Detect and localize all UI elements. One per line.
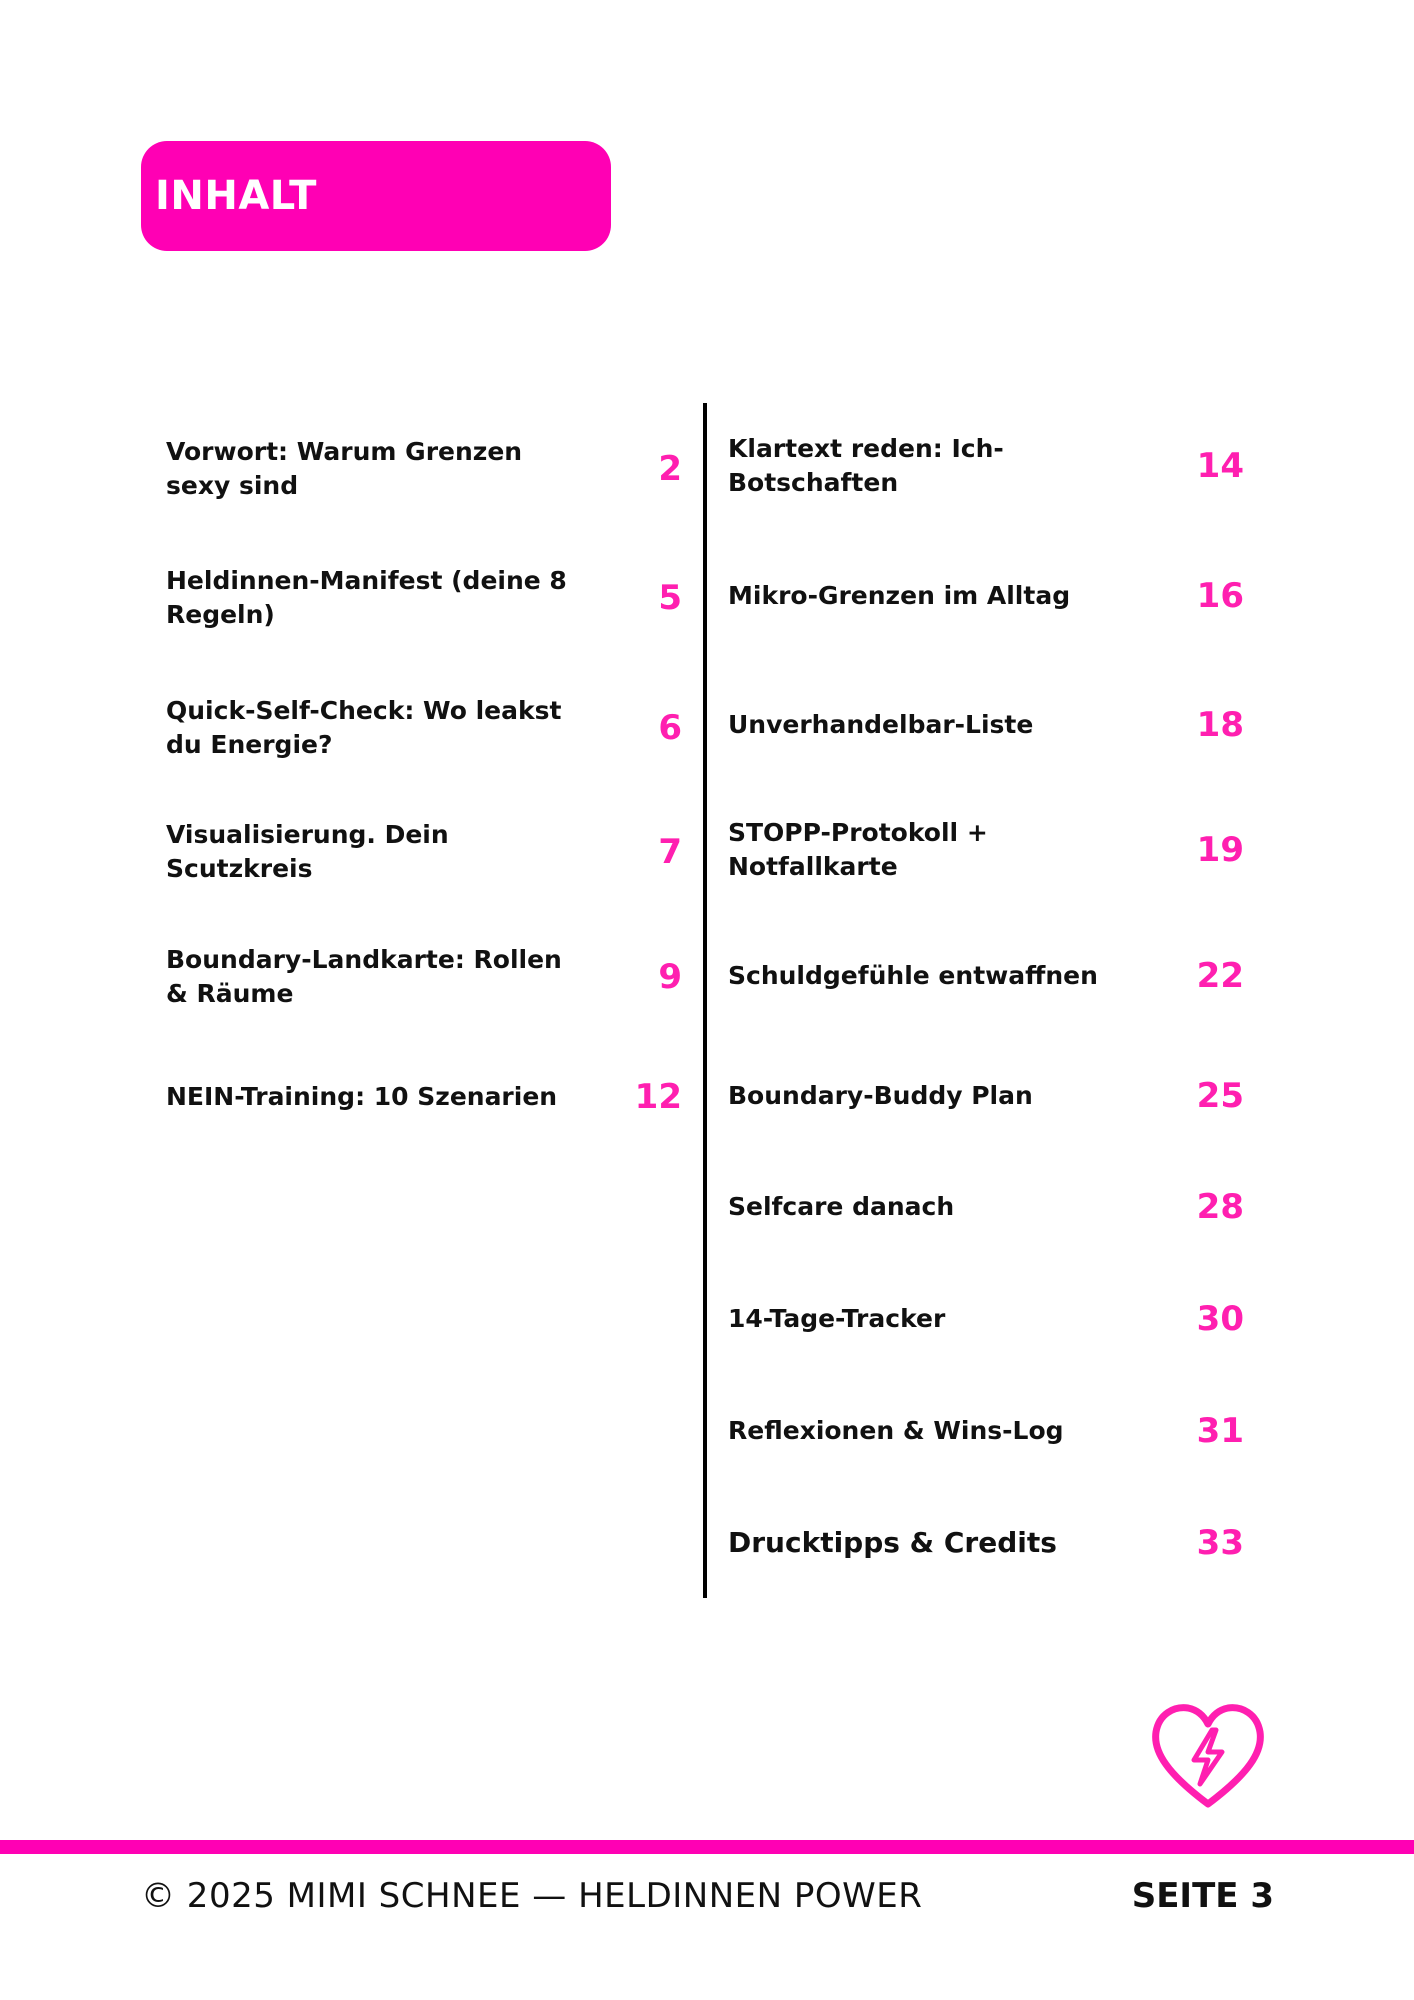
toc-entry-label: Visualisierung. Dein Scutzkreis (166, 820, 449, 883)
toc-entry-label: Selfcare danach (728, 1192, 955, 1221)
toc-entry-label: NEIN-Training: 10 Szenarien (166, 1082, 558, 1111)
toc-entry-page: 7 (658, 832, 682, 872)
toc-entry-label: Heldinnen-Manifest (deine 8 Regeln) (166, 566, 567, 629)
page-title: INHALT (155, 173, 317, 219)
toc-entry-label: Reflexionen & Wins-Log (728, 1416, 1064, 1445)
toc-entry[interactable] (166, 1057, 682, 1137)
section-title-banner (141, 141, 611, 251)
toc-entry[interactable] (166, 812, 682, 892)
toc-entry[interactable] (166, 429, 682, 509)
toc-entry-label: Quick-Self-Check: Wo leakst du Energie? (166, 696, 562, 759)
toc-entry-page: 18 (1196, 705, 1244, 745)
toc-entry-label: Drucktipps & Credits (728, 1526, 1057, 1559)
toc-entry[interactable] (728, 810, 1244, 890)
toc-entry[interactable] (166, 688, 682, 768)
toc-entry-label: STOPP-Protokoll + Notfallkarte (728, 818, 988, 881)
toc-entry-page: 33 (1196, 1523, 1244, 1563)
footer-page-number: SEITE 3 (1131, 1876, 1274, 1916)
toc-entry[interactable] (728, 426, 1244, 506)
heart-lightning-icon (1148, 1700, 1268, 1814)
toc-entry[interactable] (728, 1503, 1244, 1583)
toc-entry-label: Schuldgefühle entwaffnen (728, 961, 1098, 990)
toc-entry[interactable] (166, 558, 682, 638)
toc-entry-label: Boundary-Buddy Plan (728, 1081, 1033, 1110)
toc-entry-page: 25 (1196, 1076, 1244, 1116)
toc-entry-label: Unverhandelbar-Liste (728, 710, 1034, 739)
toc-entry[interactable] (728, 1056, 1244, 1136)
toc-entry[interactable] (728, 685, 1244, 765)
toc-entry[interactable] (728, 1279, 1244, 1359)
toc-entry[interactable] (728, 1167, 1244, 1247)
footer-accent-bar (0, 1840, 1414, 1854)
toc-entry-label: Klartext reden: Ich-Botschaften (728, 434, 1004, 497)
toc-entry-page: 22 (1196, 956, 1244, 996)
column-divider (703, 403, 707, 1598)
toc-entry[interactable] (728, 936, 1244, 1016)
toc-entry-page: 16 (1196, 576, 1244, 616)
toc-entry[interactable] (728, 556, 1244, 636)
toc-entry-page: 14 (1196, 446, 1244, 486)
footer-copyright: © 2025 MIMI SCHNEE — HELDINNEN POWER (141, 1876, 923, 1916)
toc-entry-page: 9 (658, 957, 682, 997)
toc-entry-page: 12 (634, 1077, 682, 1117)
toc-entry[interactable] (166, 937, 682, 1017)
toc-entry-page: 2 (658, 449, 682, 489)
toc-entry-label: Boundary-Landkarte: Rollen & Räume (166, 945, 562, 1008)
toc-entry-page: 6 (658, 708, 682, 748)
toc-entry-label: Mikro-Grenzen im Alltag (728, 581, 1071, 610)
toc-entry-label: 14-Tage-Tracker (728, 1304, 946, 1333)
toc-entry-page: 5 (658, 578, 682, 618)
toc-entry-page: 30 (1196, 1299, 1244, 1339)
toc-entry-page: 28 (1196, 1187, 1244, 1227)
toc-entry[interactable] (728, 1391, 1244, 1471)
toc-entry-page: 19 (1196, 830, 1244, 870)
toc-entry-label: Vorwort: Warum Grenzen sexy sind (166, 437, 523, 500)
toc-entry-page: 31 (1196, 1411, 1244, 1451)
